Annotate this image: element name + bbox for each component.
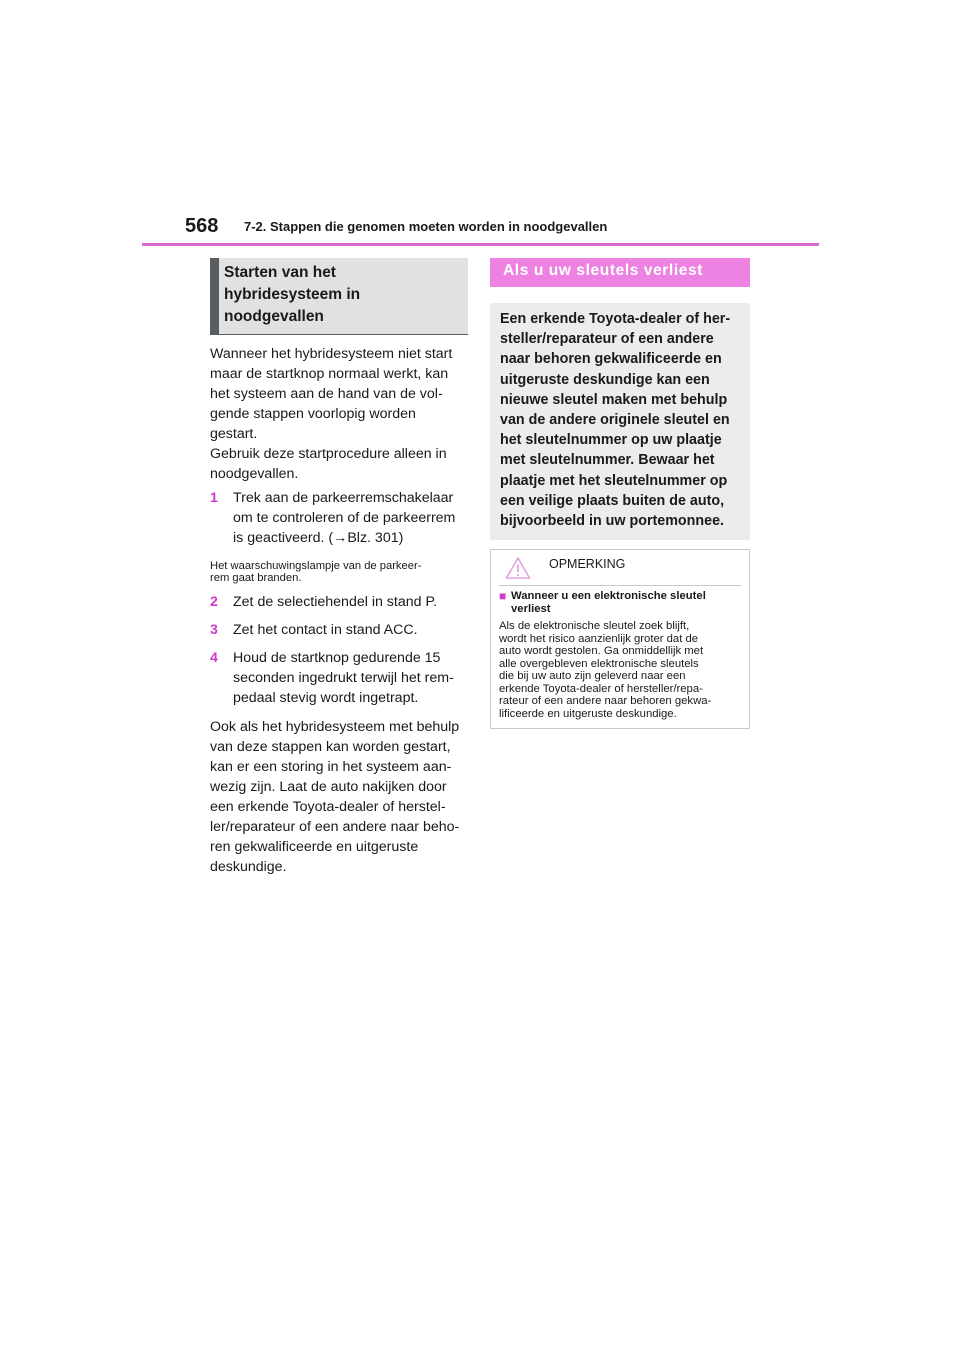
section-title: Starten van het hybridesysteem in noodgevallen: [224, 264, 361, 325]
step-number: 3: [210, 622, 218, 638]
left-column: [210, 258, 468, 877]
caution-item-text: Als de elektronische sleutel zoek blijft, wordt het risico aanzienlijk groter dat de auto wordt gestolen. Ga onmiddellijk met alle overgebleven elektronische sleutels die bij uw auto zijn geleverd naar een erkende Toyota-dealer of hersteller/repa- rateur of een andere naar behoren gekwa- lificeerde en uitgeruste deskundige.: [499, 620, 712, 720]
step-note: Het waarschuwingslampje van de parkeer- rem gaat branden.: [210, 560, 422, 584]
closing-paragraph: Ook als het hybridesysteem met behulp van deze stappen kan worden gestart, kan er een storing in het systeem aan- wezig zijn. Laat de auto nakijken door een erkende Toyota-dealer of herstel- ler/reparateur of een andere naar beho- ren gekwalificeerde en uitgeruste deskundige.: [210, 719, 460, 875]
step-4: [210, 648, 468, 708]
step-2: [210, 592, 468, 612]
caution-item-title: Wanneer u een elektronische sleutel verliest: [511, 590, 706, 616]
caution-box: [490, 549, 750, 729]
right-column: [490, 258, 750, 729]
section-heading-bar: [490, 258, 750, 287]
square-bullet-icon: ■: [499, 589, 507, 604]
caution-label: OPMERKING: [549, 556, 626, 571]
step-text: Houd de startknop gedurende 15 seconden ingedrukt terwijl het rem- pedaal stevig wordt ingetrapt.: [233, 650, 454, 706]
caution-header: [499, 550, 741, 586]
warning-triangle-icon: [505, 556, 535, 580]
step-1: [210, 488, 468, 548]
page-number: 568: [185, 215, 219, 237]
step-number: 1: [210, 490, 218, 506]
step-text: Trek aan de parkeerremschakelaar om te controleren of de parkeerrem is geactiveerd. (→Blz. 301): [233, 490, 456, 546]
step-text: Zet de selectiehendel in stand P.: [233, 594, 438, 610]
step-number: 4: [210, 650, 218, 666]
info-panel-text: Een erkende Toyota-dealer of her- steller/reparateur of een andere naar behoren gekwalificeerde en uitgeruste deskundige kan een nieuwe sleutel maken met behulp van de andere originele sleutel en het sleutelnummer op uw plaatje met sleutelnummer. Bewaar het plaatje met het sleutelnummer op een veilige plaats buiten de auto, bijvoorbeeld in uw portemonnee.: [500, 311, 731, 530]
step-number: 2: [210, 594, 218, 610]
caution-item: [499, 590, 741, 616]
section-heading-box: [210, 258, 468, 335]
info-panel: [490, 303, 750, 540]
section-title: Als u uw sleutels verliest: [503, 262, 703, 279]
step-3: [210, 620, 468, 640]
header-rule: [142, 243, 819, 246]
chapter-title: 7-2. Stappen die genomen moeten worden in noodgevallen: [244, 219, 608, 234]
intro-paragraph: Wanneer het hybridesysteem niet start maar de startknop normaal werkt, kan het systeem aan de hand van de vol- gende stappen voorlopig worden gestart. Gebruik deze startprocedure alleen in noodgevallen.: [210, 346, 453, 482]
step-text: Zet het contact in stand ACC.: [233, 622, 418, 638]
